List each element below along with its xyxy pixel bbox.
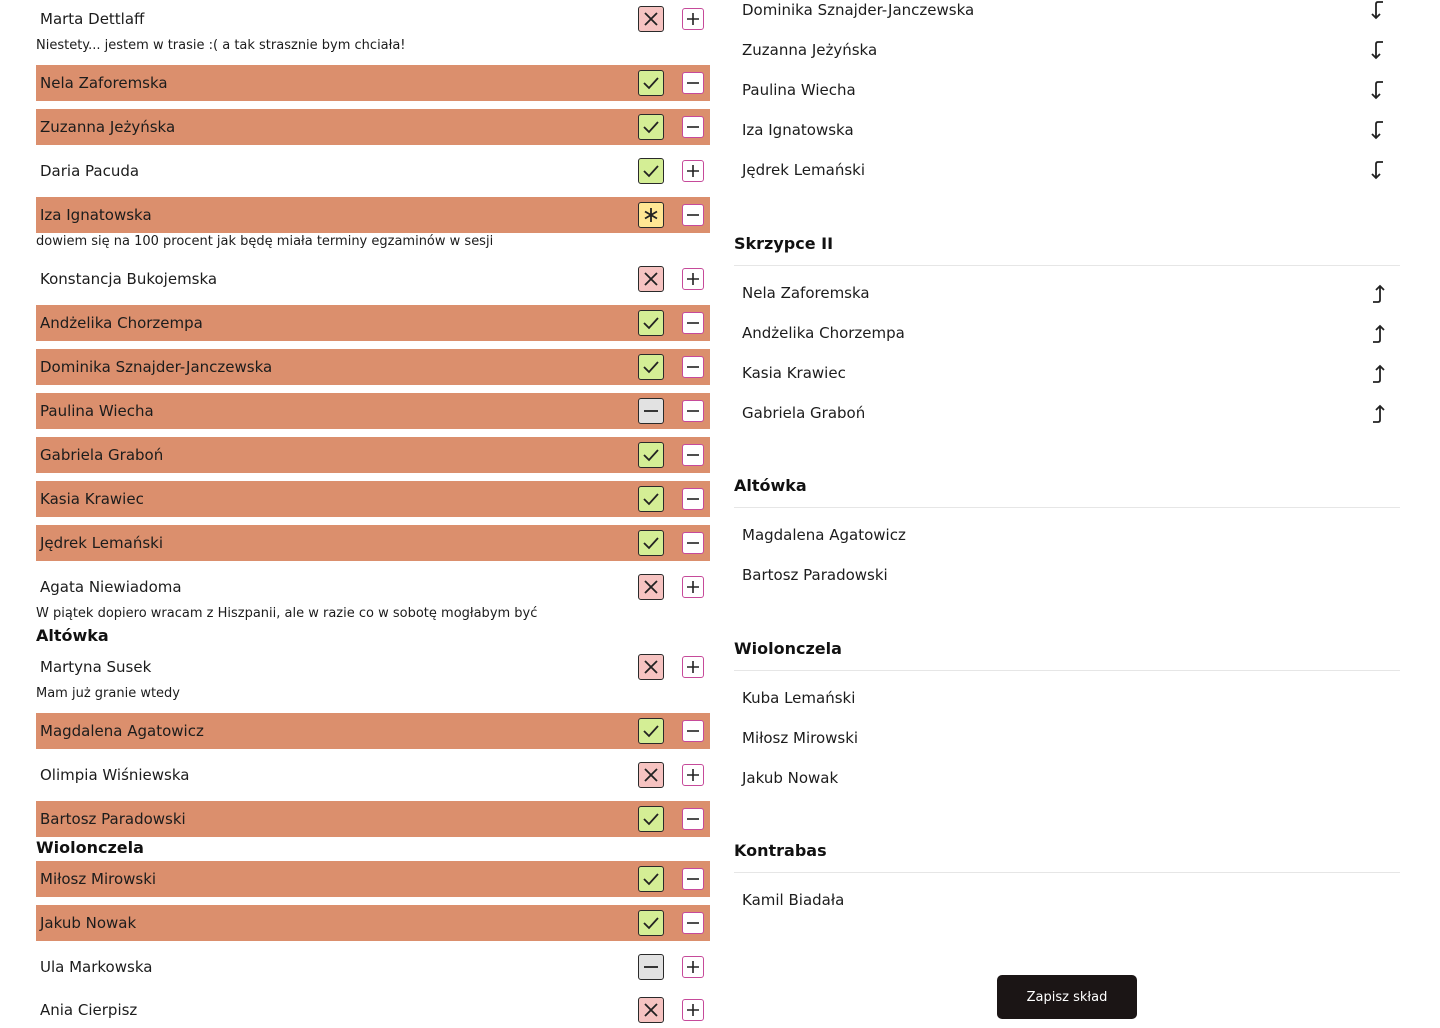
check-icon [641,73,661,93]
section-title-wiolonczela-lineup: Wiolonczela [734,639,842,658]
member-name: Daria Pacuda [40,162,140,180]
status-maybe [638,202,664,228]
lineup-item: Zuzanna Jeżyńska [742,41,878,59]
plus-icon [685,579,701,595]
dash-icon [641,401,661,421]
move-down-icon[interactable] [1366,119,1390,143]
lineup-item: Kuba Lemański [742,689,856,707]
status-yes [638,70,664,96]
member-row [36,65,710,101]
status-yes [638,310,664,336]
member-name: Kasia Krawiec [40,490,144,508]
status-yes [638,442,664,468]
check-icon [641,445,661,465]
section-title-altowka: Altówka [36,626,109,645]
x-icon [641,657,661,677]
status-yes [638,158,664,184]
member-row [36,1,710,37]
member-name: Konstancja Bukojemska [40,270,218,288]
member-name: Magdalena Agatowicz [40,722,204,740]
remove-button[interactable] [682,532,704,554]
save-lineup-button[interactable]: Zapisz skład [997,975,1137,1019]
lineup-item: Kasia Krawiec [742,364,846,382]
section-title-altowka-lineup: Altówka [734,476,807,495]
member-row [36,713,710,749]
member-row [36,757,710,793]
member-row [36,481,710,517]
member-row [36,305,710,341]
check-icon [641,357,661,377]
move-down-icon[interactable] [1366,79,1390,103]
plus-icon [685,163,701,179]
member-name: Ania Cierpisz [40,1001,138,1019]
member-row [36,525,710,561]
minus-icon [685,871,701,887]
remove-button[interactable] [682,72,704,94]
member-name: Jakub Nowak [40,914,137,932]
plus-icon [685,959,701,975]
lineup-item: Jędrek Lemański [742,161,865,179]
add-button[interactable] [682,8,704,30]
member-name: Agata Niewiadoma [40,578,182,596]
member-name: Nela Zaforemska [40,74,168,92]
member-row [36,861,710,897]
minus-icon [685,447,701,463]
remove-button[interactable] [682,312,704,334]
member-row [36,437,710,473]
member-name: Olimpia Wiśniewska [40,766,190,784]
member-name: Paulina Wiecha [40,402,154,420]
plus-icon [685,767,701,783]
minus-icon [685,491,701,507]
add-button[interactable] [682,956,704,978]
status-yes [638,114,664,140]
remove-button[interactable] [682,356,704,378]
status-yes [638,910,664,936]
status-no [638,266,664,292]
plus-icon [685,659,701,675]
lineup-item: Bartosz Paradowski [742,566,888,584]
check-icon [641,809,661,829]
x-icon [641,1000,661,1020]
status-yes [638,866,664,892]
lineup-item: Dominika Sznajder-Janczewska [742,1,975,19]
section-title-kontrabas: Kontrabas [734,841,827,860]
remove-button[interactable] [682,444,704,466]
add-button[interactable] [682,576,704,598]
add-button[interactable] [682,160,704,182]
move-up-icon[interactable] [1366,281,1390,305]
check-icon [641,913,661,933]
lineup-item: Iza Ignatowska [742,121,854,139]
plus-icon [685,1002,701,1018]
minus-icon [685,315,701,331]
lineup-item: Jakub Nowak [742,769,839,787]
check-icon [641,533,661,553]
add-button[interactable] [682,764,704,786]
move-down-icon[interactable] [1366,0,1390,23]
member-name: Zuzanna Jeżyńska [40,118,176,136]
check-icon [641,117,661,137]
member-name: Jędrek Lemański [40,534,163,552]
remove-button[interactable] [682,400,704,422]
status-yes [638,530,664,556]
member-name: Bartosz Paradowski [40,810,186,828]
lineup-item: Magdalena Agatowicz [742,526,906,544]
add-button[interactable] [682,999,704,1021]
x-icon [641,577,661,597]
lineup-item: Gabriela Graboń [742,404,866,422]
remove-button[interactable] [682,912,704,934]
minus-icon [685,811,701,827]
member-name: Marta Dettlaff [40,10,145,28]
member-row [36,197,710,233]
status-yes [638,354,664,380]
remove-button[interactable] [682,204,704,226]
check-icon [641,489,661,509]
member-name: Martyna Susek [40,658,152,676]
status-yes [638,806,664,832]
check-icon [641,721,661,741]
move-up-icon[interactable] [1366,321,1390,345]
status-yes [638,486,664,512]
member-row [36,801,710,837]
member-name: Dominika Sznajder-Janczewska [40,358,273,376]
member-row [36,992,710,1028]
status-no [638,997,664,1023]
member-row [36,649,710,685]
minus-icon [685,359,701,375]
member-name: Iza Ignatowska [40,206,152,224]
status-no [638,762,664,788]
status-yes [638,718,664,744]
asterisk-icon [641,205,661,225]
status-no [638,574,664,600]
remove-button[interactable] [682,116,704,138]
member-name: Ula Markowska [40,958,153,976]
lineup-item: Andżelika Chorzempa [742,324,905,342]
x-icon [641,269,661,289]
member-row [36,569,710,605]
x-icon [641,765,661,785]
member-name: Gabriela Graboń [40,446,164,464]
member-name: Miłosz Mirowski [40,870,157,888]
check-icon [641,161,661,181]
minus-icon [685,403,701,419]
section-divider [734,507,1400,508]
remove-button[interactable] [682,488,704,510]
section-divider [734,670,1400,671]
member-name: Andżelika Chorzempa [40,314,203,332]
minus-icon [685,723,701,739]
lineup-item: Miłosz Mirowski [742,729,859,747]
section-divider [734,265,1400,266]
minus-icon [685,75,701,91]
minus-icon [685,119,701,135]
minus-icon [685,535,701,551]
member-row [36,949,710,985]
move-up-icon[interactable] [1366,361,1390,385]
plus-icon [685,11,701,27]
member-row [36,349,710,385]
section-divider [734,872,1400,873]
status-no [638,654,664,680]
status-unknown [638,398,664,424]
remove-button[interactable] [682,868,704,890]
plus-icon [685,271,701,287]
member-comment: Mam już granie wtedy [36,686,181,701]
add-button[interactable] [682,656,704,678]
lineup-item: Paulina Wiecha [742,81,856,99]
remove-button[interactable] [682,808,704,830]
remove-button[interactable] [682,720,704,742]
dash-icon [641,957,661,977]
member-comment: dowiem się na 100 procent jak będę miała terminy egzaminów w sesji [36,234,494,249]
member-comment: Niestety... jestem w trasie :( a tak strasznie bym chciała! [36,38,406,53]
x-icon [641,9,661,29]
lineup-item: Kamil Biadała [742,891,845,909]
minus-icon [685,207,701,223]
move-up-icon[interactable] [1366,401,1390,425]
member-row [36,905,710,941]
member-row [36,109,710,145]
minus-icon [685,915,701,931]
section-title-skrzypce-2: Skrzypce II [734,234,834,253]
status-no [638,6,664,32]
member-row [36,261,710,297]
add-button[interactable] [682,268,704,290]
member-row [36,153,710,189]
check-icon [641,869,661,889]
move-down-icon[interactable] [1366,39,1390,63]
section-title-wiolonczela: Wiolonczela [36,838,144,857]
status-unknown [638,954,664,980]
member-row [36,393,710,429]
member-comment: W piątek dopiero wracam z Hiszpanii, ale w razie co w sobotę mogłabym być [36,606,538,621]
move-down-icon[interactable] [1366,159,1390,183]
check-icon [641,313,661,333]
lineup-item: Nela Zaforemska [742,284,870,302]
